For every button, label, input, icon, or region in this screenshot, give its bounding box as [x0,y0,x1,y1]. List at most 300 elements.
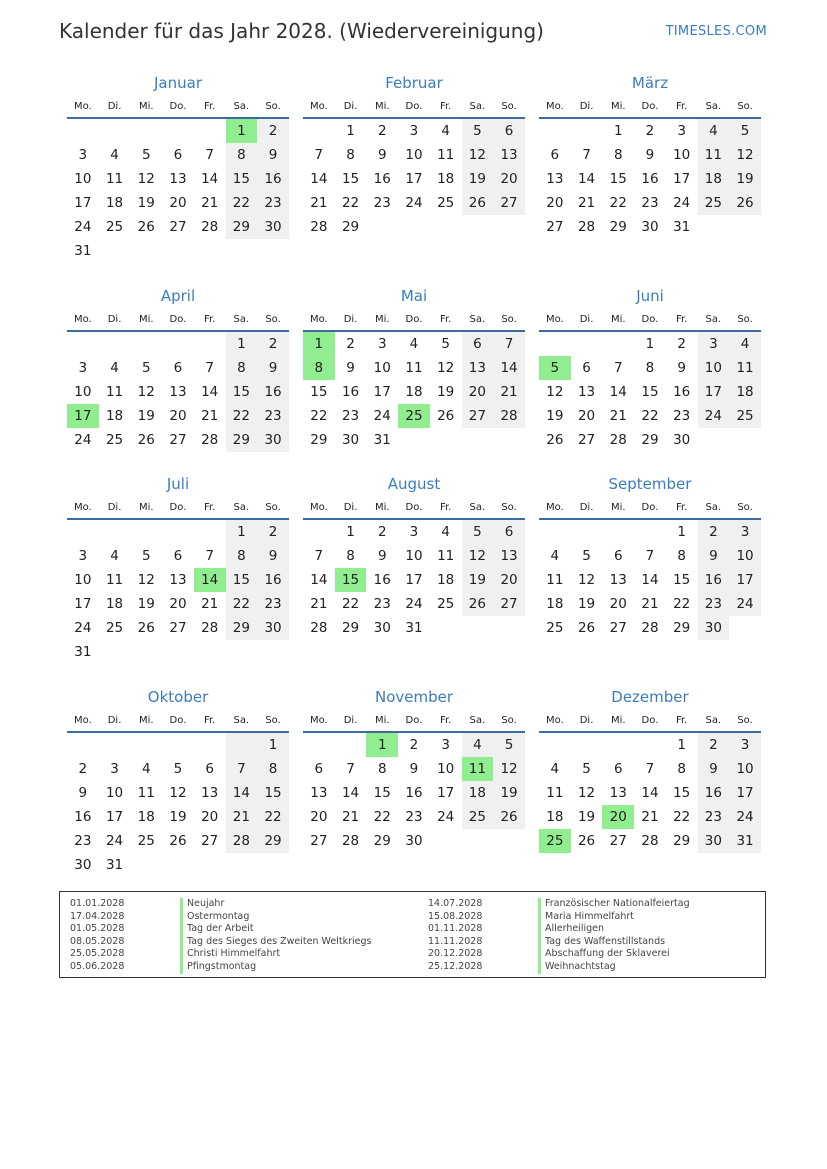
day-cell: 22 [341,195,360,211]
day-cell: 20 [602,805,634,829]
day-cell: 13 [493,544,525,568]
month-märz [539,73,761,239]
day-cell: 27 [201,833,219,849]
day-cell: 28 [310,620,328,636]
day-cell: 20 [169,596,187,612]
empty-cell [303,733,335,757]
weekday-label: Di. [579,100,594,112]
day-cell: 8 [226,356,258,380]
day-cell: 31 [673,219,691,235]
weekday-label: Sa. [705,714,722,726]
day-cell: 27 [546,219,564,235]
weekday-label: So. [737,100,753,112]
month-name: Juli [166,475,190,493]
month-oktober [67,687,289,877]
brand-link[interactable]: TIMESLES.COM [665,24,767,39]
day-cell: 4 [550,548,560,564]
day-cell: 30 [257,215,289,239]
empty-cell [99,520,131,544]
day-grid [539,119,761,239]
day-cell: 4 [409,336,419,352]
day-cell: 21 [201,195,219,211]
day-cell: 11 [105,384,124,400]
day-cell: 26 [137,620,155,636]
day-cell: 19 [137,195,155,211]
weekday-label: Mi. [374,313,390,325]
day-cell: 12 [462,544,494,568]
weekday-label: Do. [169,313,187,325]
empty-cell [430,829,462,853]
empty-cell [698,215,730,239]
day-cell: 9 [78,785,88,801]
empty-cell [430,428,462,452]
empty-cell [67,733,99,757]
day-cell: 20 [493,568,525,592]
day-cell: 22 [609,195,627,211]
empty-cell [462,829,494,853]
day-grid [67,733,289,877]
day-cell: 21 [641,809,659,825]
empty-cell [602,332,634,356]
day-cell: 3 [78,548,88,564]
empty-cell [194,853,226,877]
day-cell: 15 [310,384,328,400]
day-cell: 20 [462,380,494,404]
weekday-label: Di. [107,313,122,325]
day-cell: 27 [310,833,328,849]
day-cell: 21 [310,596,328,612]
weekday-label: Do. [405,714,423,726]
day-cell: 6 [173,147,183,163]
day-cell: 7 [493,332,525,356]
day-cell: 6 [205,761,214,777]
holiday-row [428,948,690,961]
day-cell: 28 [201,219,219,235]
day-cell: 26 [462,191,494,215]
empty-cell [130,332,162,356]
empty-cell [99,119,131,143]
day-cell: 26 [462,592,494,616]
day-grid [303,332,525,452]
day-cell: 9 [257,356,289,380]
day-cell: 16 [74,809,92,825]
day-cell: 22 [226,191,258,215]
holiday-row [70,911,371,924]
day-cell: 25 [698,191,730,215]
day-cell: 29 [641,432,659,448]
day-cell: 8 [226,544,258,568]
day-cell: 26 [546,432,564,448]
holiday-date: 08.05.2028 [70,935,125,947]
day-cell: 24 [437,809,455,825]
day-cell: 19 [437,384,455,400]
empty-cell [539,733,571,757]
day-cell: 9 [698,544,730,568]
weekday-label: Do. [169,100,187,112]
day-cell: 20 [609,596,627,612]
empty-cell [130,733,162,757]
day-cell: 8 [257,757,289,781]
day-cell: 20 [493,167,525,191]
day-cell: 13 [609,572,627,588]
empty-cell [194,332,226,356]
day-cell: 10 [373,360,391,376]
holiday-name: Tag des Sieges des Zweiten Weltkriegs [180,936,371,949]
day-cell: 27 [609,833,627,849]
weekday-label: Do. [641,501,659,513]
day-cell: 14 [641,572,659,588]
weekday-label: Mi. [138,313,154,325]
empty-cell [462,215,494,239]
day-cell: 29 [310,432,328,448]
day-cell: 13 [201,785,219,801]
day-cell: 8 [677,761,686,777]
day-cell: 10 [405,548,423,564]
month-name: Oktober [147,688,209,706]
weekday-label: Mo. [545,714,564,726]
empty-cell [539,332,571,356]
day-cell: 29 [673,620,691,636]
weekday-label: So. [737,714,753,726]
day-cell: 22 [341,596,360,612]
empty-cell [162,853,194,877]
day-cell: 14 [341,785,360,801]
weekday-label: Mo. [73,501,92,513]
day-cell: 21 [609,408,627,424]
day-cell: 6 [613,548,623,564]
weekday-header [67,95,289,119]
day-cell: 1 [613,123,623,139]
day-cell: 5 [582,761,591,777]
day-cell: 3 [377,336,387,352]
day-cell: 24 [698,404,730,428]
weekday-label: Fr. [203,501,216,513]
empty-cell [99,733,131,757]
weekday-label: Do. [641,100,659,112]
day-cell: 25 [105,620,124,636]
holiday-name: Ostermontag [180,911,249,924]
day-cell: 9 [346,360,355,376]
day-cell: 3 [409,123,419,139]
day-cell: 20 [546,195,564,211]
empty-cell [602,520,634,544]
day-cell: 16 [698,781,730,805]
day-cell: 19 [577,596,596,612]
day-cell: 26 [137,219,155,235]
month-name: Dezember [611,688,689,706]
day-grid [539,332,761,452]
day-cell: 19 [462,568,494,592]
day-cell: 6 [173,360,183,376]
day-cell: 22 [226,404,258,428]
day-cell: 29 [373,833,391,849]
empty-cell [130,853,162,877]
empty-cell [430,215,462,239]
day-cell: 28 [341,833,360,849]
day-cell: 27 [609,620,627,636]
day-cell: 8 [346,147,355,163]
day-cell: 9 [257,143,289,167]
empty-cell [194,520,226,544]
day-cell: 27 [493,191,525,215]
weekday-label: So. [265,313,281,325]
day-cell: 23 [373,596,391,612]
day-cell: 24 [74,432,92,448]
day-cell: 17 [698,380,730,404]
weekday-label: So. [265,501,281,513]
weekday-label: Mo. [73,100,92,112]
day-cell: 27 [462,404,494,428]
holiday-date: 11.11.2028 [428,935,483,947]
day-cell: 6 [493,119,525,143]
day-cell: 9 [257,544,289,568]
empty-cell [493,215,525,239]
day-cell: 30 [405,833,423,849]
weekday-label: Do. [405,100,423,112]
day-cell: 5 [141,548,151,564]
day-cell: 4 [110,548,119,564]
day-cell: 24 [405,195,423,211]
weekday-label: So. [501,714,517,726]
day-cell: 7 [205,360,214,376]
day-cell: 3 [677,123,686,139]
day-cell: 4 [441,524,450,540]
day-cell: 25 [105,432,124,448]
empty-cell [571,332,603,356]
day-cell: 1 [677,737,686,753]
weekday-header [303,496,525,520]
day-cell: 19 [546,408,564,424]
day-cell: 8 [613,147,623,163]
weekday-label: Sa. [233,100,250,112]
day-cell: 1 [226,119,258,143]
day-cell: 12 [493,757,525,781]
month-november [303,687,525,853]
empty-cell [571,119,603,143]
holiday-row [70,898,371,911]
day-cell: 30 [698,616,730,640]
weekday-label: Fr. [203,714,216,726]
weekday-label: Sa. [469,100,486,112]
day-cell: 25 [729,404,761,428]
weekday-label: Do. [169,501,187,513]
day-cell: 28 [641,833,659,849]
day-cell: 3 [698,332,730,356]
day-cell: 5 [729,119,761,143]
day-cell: 31 [405,620,423,636]
day-cell: 17 [74,596,92,612]
day-cell: 23 [698,805,730,829]
empty-cell [602,733,634,757]
empty-cell [571,520,603,544]
day-cell: 15 [226,380,258,404]
day-cell: 23 [257,592,289,616]
day-cell: 27 [169,219,187,235]
holiday-row [428,911,690,924]
month-juni [539,286,761,452]
holiday-date: 01.01.2028 [70,898,125,909]
day-cell: 25 [398,404,430,428]
day-cell: 5 [441,336,450,352]
empty-cell [571,733,603,757]
day-cell: 20 [310,809,328,825]
day-cell: 30 [341,432,360,448]
day-cell: 3 [441,737,450,753]
day-cell: 9 [698,757,730,781]
day-cell: 31 [729,829,761,853]
day-cell: 17 [437,785,455,801]
empty-cell [162,520,194,544]
day-grid [303,733,525,853]
day-cell: 1 [303,332,335,356]
weekday-label: Mo. [545,501,564,513]
day-cell: 14 [609,384,627,400]
day-cell: 16 [698,568,730,592]
day-cell: 21 [310,195,328,211]
day-cell: 18 [546,809,564,825]
day-cell: 11 [405,360,423,376]
day-cell: 7 [314,147,324,163]
day-cell: 7 [346,761,355,777]
day-cell: 15 [257,781,289,805]
day-cell: 18 [137,809,155,825]
day-cell: 18 [105,596,124,612]
month-september [539,474,761,640]
day-cell: 20 [169,195,187,211]
day-cell: 30 [74,857,92,873]
weekday-label: Sa. [705,501,722,513]
weekday-label: So. [501,501,517,513]
weekday-label: So. [265,100,281,112]
day-cell: 15 [226,167,258,191]
month-name: November [374,688,454,706]
empty-cell [162,239,194,263]
day-cell: 12 [577,572,596,588]
day-cell: 2 [645,123,655,139]
day-cell: 30 [673,432,691,448]
day-cell: 21 [577,195,596,211]
empty-cell [493,829,525,853]
day-cell: 2 [78,761,88,777]
day-cell: 18 [437,171,455,187]
day-cell: 23 [673,408,691,424]
weekday-label: Fr. [439,313,452,325]
empty-cell [398,215,430,239]
empty-cell [729,215,761,239]
day-cell: 23 [341,408,360,424]
day-cell: 8 [346,548,355,564]
empty-cell [462,428,494,452]
holiday-date: 25.12.2028 [428,960,483,972]
day-cell: 30 [257,428,289,452]
day-cell: 21 [641,596,659,612]
day-cell: 29 [257,829,289,853]
day-cell: 19 [137,596,155,612]
day-cell: 7 [582,147,591,163]
day-cell: 14 [201,384,219,400]
empty-cell [303,119,335,143]
holiday-date: 01.05.2028 [70,923,125,935]
day-cell: 4 [141,761,151,777]
day-cell: 7 [613,360,623,376]
weekday-header [539,95,761,119]
empty-cell [257,853,289,877]
day-cell: 6 [493,520,525,544]
empty-cell [226,733,258,757]
day-cell: 25 [437,195,455,211]
day-cell: 13 [169,171,187,187]
weekday-label: Mi. [610,714,626,726]
day-cell: 10 [729,757,761,781]
day-cell: 12 [137,171,155,187]
day-cell: 1 [226,332,258,356]
day-cell: 6 [173,548,183,564]
day-cell: 1 [346,524,355,540]
day-cell: 15 [226,568,258,592]
month-dezember [539,687,761,853]
day-grid [303,119,525,239]
day-cell: 24 [105,833,124,849]
day-cell: 2 [257,119,289,143]
day-cell: 2 [377,524,387,540]
holiday-date: 14.07.2028 [428,898,483,909]
empty-cell [194,119,226,143]
weekday-label: Mo. [309,313,328,325]
day-cell: 24 [74,620,92,636]
day-cell: 5 [462,520,494,544]
holiday-column-1 [70,898,371,974]
day-cell: 18 [105,195,124,211]
day-cell: 17 [405,572,423,588]
day-cell: 14 [194,568,226,592]
holiday-name: Neujahr [180,898,224,911]
holiday-row [428,961,690,974]
day-cell: 13 [493,143,525,167]
weekday-label: Mo. [545,313,564,325]
month-mai [303,286,525,452]
day-cell: 1 [677,524,686,540]
weekday-label: So. [501,313,517,325]
day-cell: 11 [437,147,455,163]
weekday-header [539,709,761,733]
weekday-label: Mi. [374,714,390,726]
weekday-label: Di. [579,313,594,325]
day-cell: 28 [226,829,258,853]
day-cell: 26 [577,620,596,636]
day-cell: 15 [373,785,391,801]
day-cell: 15 [673,572,691,588]
day-cell: 15 [673,785,691,801]
day-cell: 14 [226,781,258,805]
holiday-name: Pfingstmontag [180,961,256,974]
day-cell: 12 [137,384,155,400]
empty-cell [493,428,525,452]
day-cell: 22 [373,809,391,825]
day-cell: 7 [226,757,258,781]
day-cell: 14 [310,171,328,187]
day-cell: 14 [310,572,328,588]
day-grid [67,119,289,263]
weekday-label: Mi. [610,501,626,513]
day-cell: 29 [226,428,258,452]
weekday-label: Di. [343,501,358,513]
day-cell: 17 [373,384,391,400]
day-cell: 4 [550,761,560,777]
day-cell: 30 [698,829,730,853]
day-cell: 30 [373,620,391,636]
empty-cell [366,215,398,239]
day-cell: 25 [105,219,124,235]
